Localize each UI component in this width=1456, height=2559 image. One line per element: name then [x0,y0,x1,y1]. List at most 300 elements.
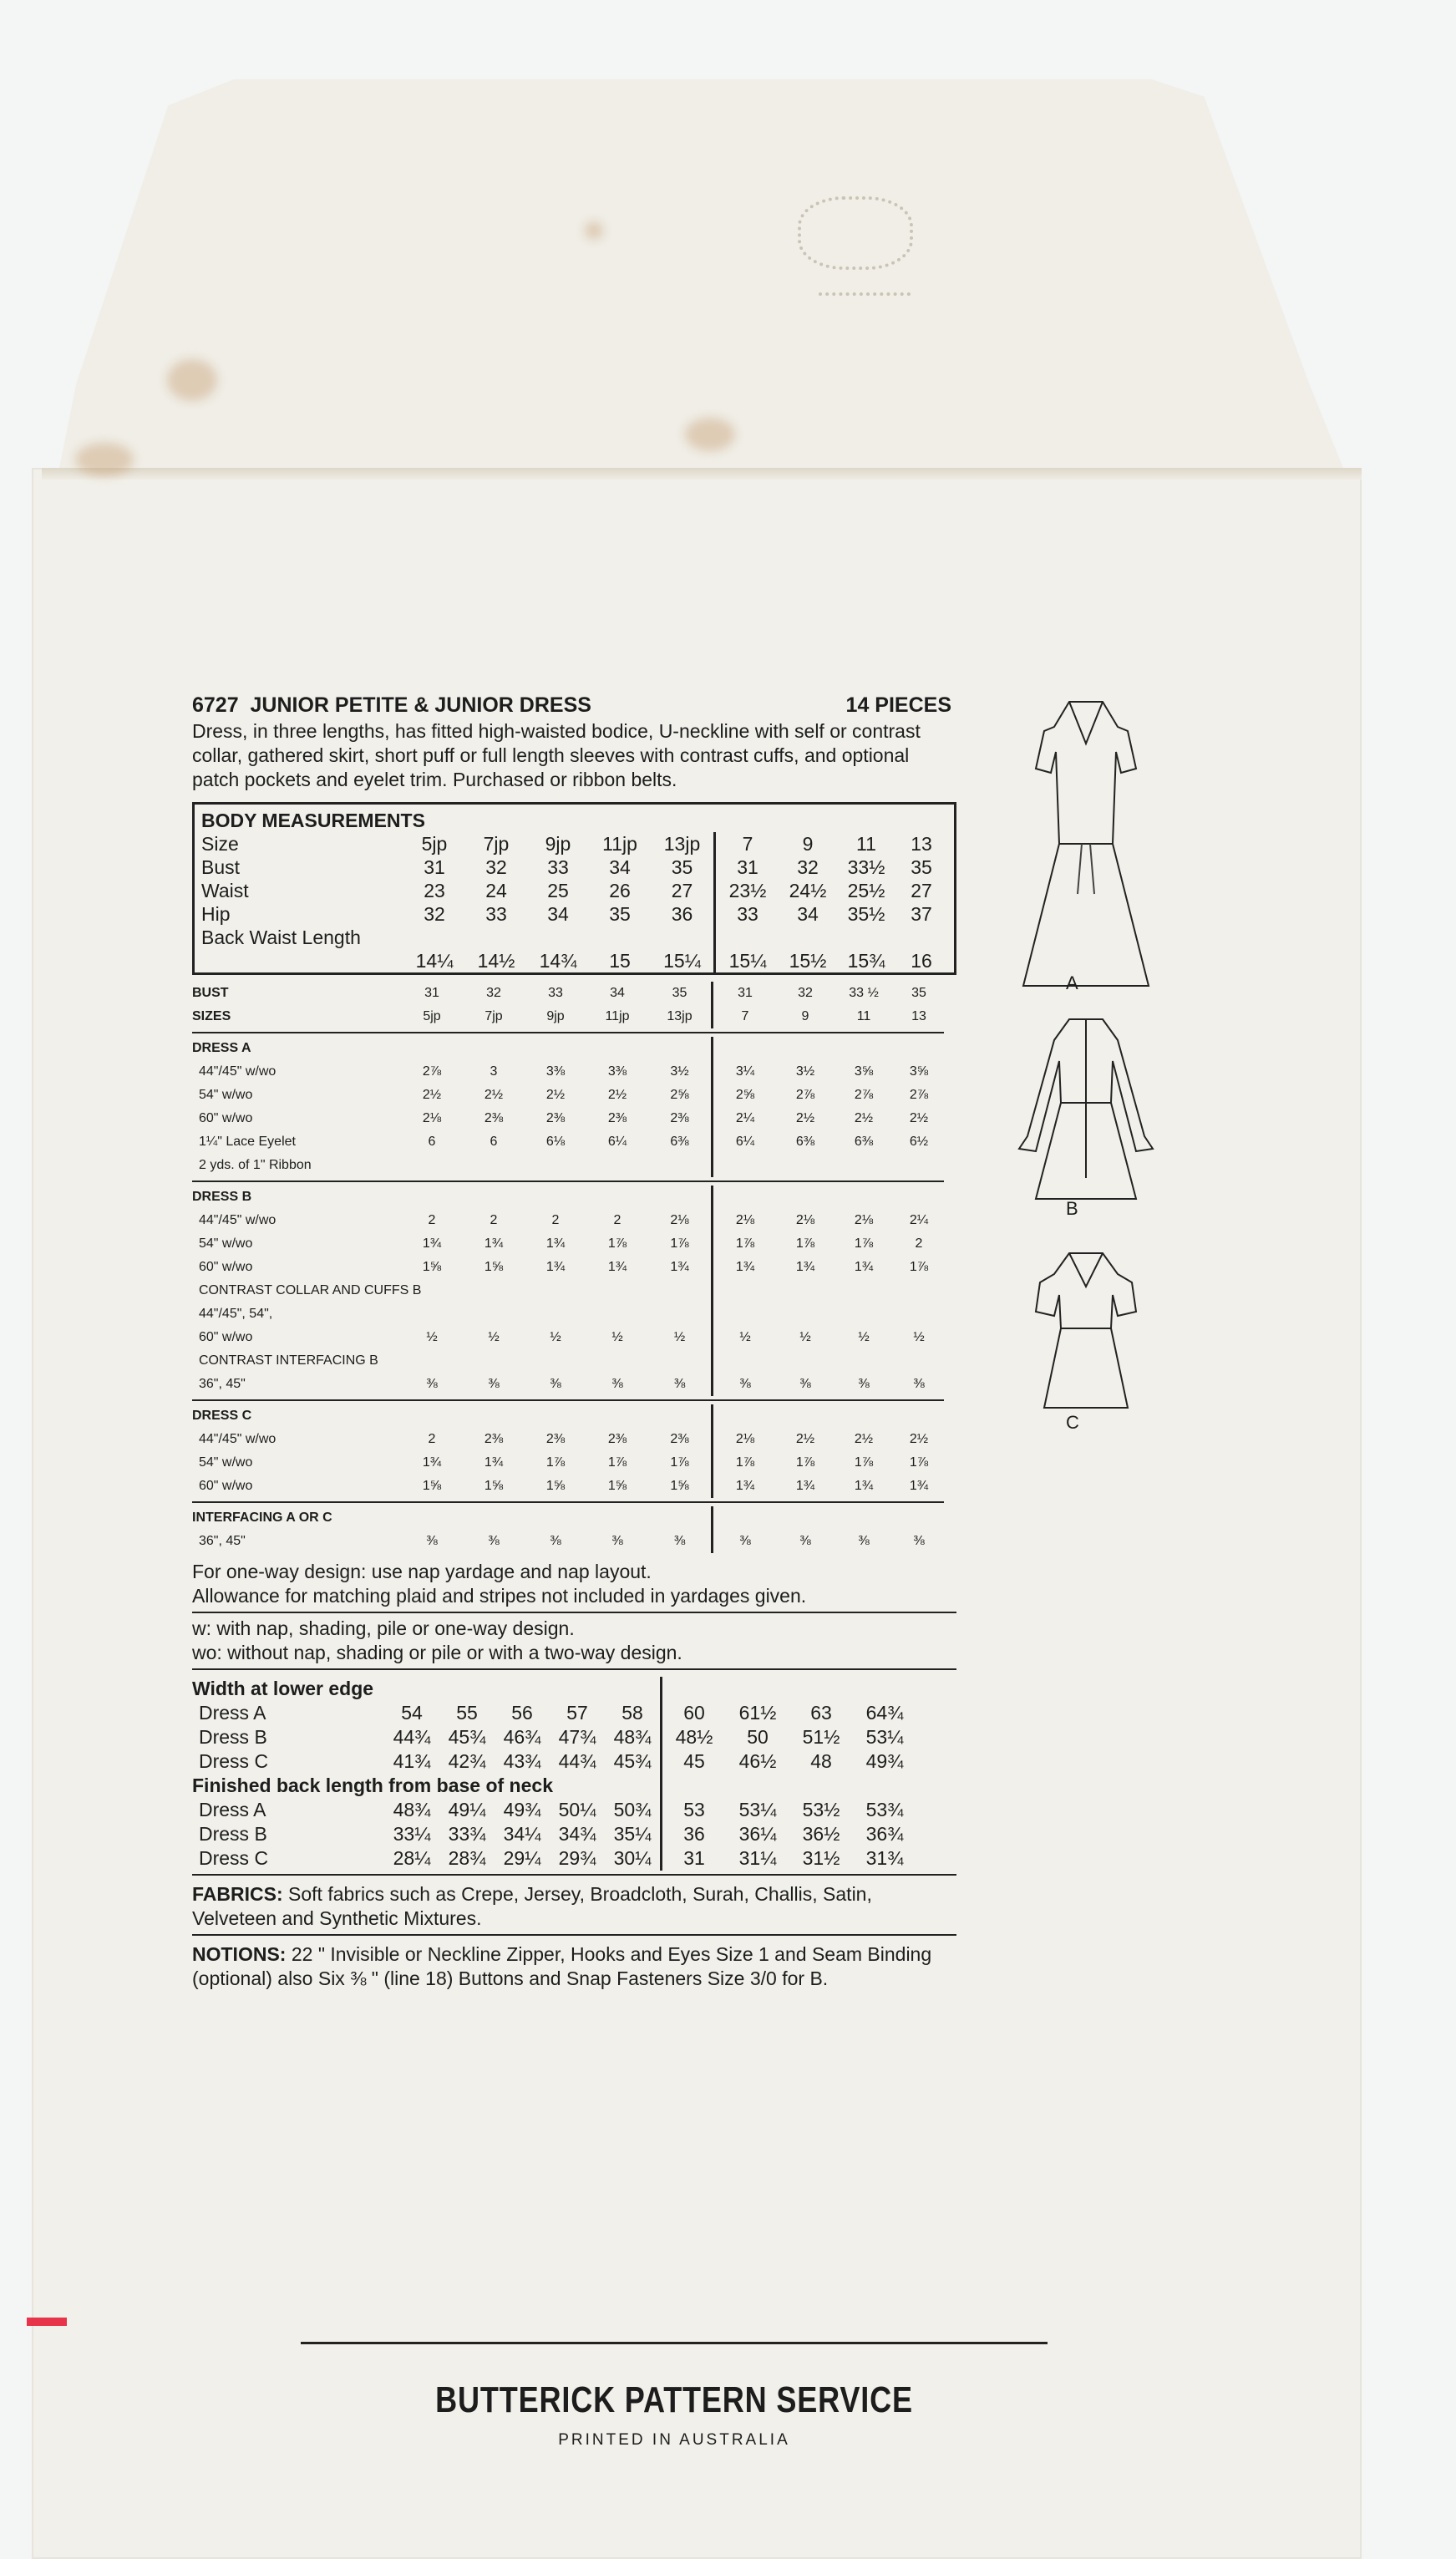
notions-text [192,1942,956,1991]
bust-value: 35 [672,986,687,1000]
measurement-value: 25 [547,880,569,901]
measurement-value: 34 [609,856,631,878]
bust-value: 31 [738,986,753,1000]
yardage-value: ⅜ [673,1377,686,1391]
yardage-label: 54" w/wo [199,1455,253,1470]
yardage-value: 2⅛ [670,1213,689,1227]
width-value: 36 [683,1823,705,1845]
width-value: 61½ [738,1702,777,1724]
width-value: 53¼ [865,1726,904,1748]
yardage-label: 36", 45" [199,1377,246,1391]
yardage-value: ½ [611,1330,623,1344]
yardage-value: 2⅞ [854,1088,874,1102]
yardage-value: 2⅜ [545,1432,566,1446]
yardage-value: 1¾ [795,1479,815,1493]
measurement-value: 14¾ [539,950,577,972]
yardage-value: 2⅞ [795,1088,815,1102]
section-divider [192,1501,944,1503]
column-divider [711,1186,713,1209]
yardage-value: ½ [673,1330,686,1344]
yardage-value: 2⅛ [735,1432,755,1446]
yardage-label: 1¼" Lace Eyelet [199,1135,296,1149]
yardage-value: ⅜ [488,1377,500,1391]
size-value: 13jp [667,1009,692,1023]
yardage-label: 54" w/wo [199,1088,253,1102]
stain [685,418,735,451]
dress-label: Dress B [199,1726,267,1748]
yardage-value: 1¾ [484,1236,504,1251]
yardage-grid [192,982,956,1553]
yardage-label: 44"/45", 54", [199,1307,273,1321]
yardage-value: 1⅞ [545,1455,566,1470]
width-value: 41¾ [393,1750,431,1772]
width-value: 56 [511,1702,533,1724]
width-value: 34¾ [558,1823,596,1845]
width-value: 48½ [675,1726,713,1748]
yardage-value: 1⅞ [735,1455,755,1470]
bust-value: 33 ½ [849,986,879,1000]
dress-label: Dress C [199,1847,269,1869]
yardage-value: 2½ [422,1088,442,1102]
yardage-value: 2½ [545,1088,566,1102]
width-length-grid [192,1677,956,1871]
measurement-value: 35 [911,856,932,878]
yardage-value: 2⅜ [484,1432,504,1446]
measurement-value: 15½ [789,950,827,972]
measurement-label: Hip [201,903,231,925]
size-value: 9jp [546,1009,565,1023]
yardage-value: 2½ [854,1432,874,1446]
width-value: 30¼ [613,1847,652,1869]
divider [192,1612,956,1613]
measurement-value: 34 [797,903,819,925]
yardage-value: ⅜ [611,1534,623,1548]
width-value: 53¼ [738,1799,777,1820]
yardage-value: 1⅝ [422,1260,442,1274]
yardage-value: 1⅞ [854,1236,874,1251]
width-value: 33¾ [448,1823,486,1845]
sketch-label-a: A [1066,972,1078,993]
width-value: 49¼ [448,1799,486,1820]
measurement-value: 31 [737,856,758,878]
width-value: 36¾ [865,1823,904,1845]
yardage-value: 1⅞ [670,1455,689,1470]
one-way-note: For one-way design: use nap yardage and nap layout. [192,1561,652,1582]
size-value: 7jp [484,1009,503,1023]
yardage-value: ⅜ [799,1377,811,1391]
yardage-value: 1⅞ [795,1236,815,1251]
width-value: 44¾ [393,1726,431,1748]
yardage-value: 1⅞ [670,1236,689,1251]
nap-note-w: w: with nap, shading, pile or one-way design. [192,1617,575,1639]
yardage-value: ⅜ [858,1534,870,1548]
dress-a-sketch [1011,693,1161,1003]
yardage-value: 2⅛ [422,1111,442,1125]
yardage-label: 54" w/wo [199,1236,253,1251]
width-value: 51½ [802,1726,840,1748]
yardage-value: 2⅛ [854,1213,874,1227]
footer [301,2342,1048,2450]
measurement-value: 27 [671,880,693,901]
width-value: 42¾ [448,1750,486,1772]
yardage-value: ⅜ [799,1534,811,1548]
yardage-value: ⅜ [913,1534,925,1548]
measurement-value: 7jp [483,833,510,855]
bust-value: 31 [424,986,439,1000]
width-value: 45¾ [448,1726,486,1748]
measurement-value: 13 [911,833,932,855]
width-value: 28¾ [448,1847,486,1869]
measurement-value: 16 [911,950,932,972]
yardage-value: 2½ [607,1088,627,1102]
body-measurements-grid [195,832,954,972]
yardage-value: ⅜ [739,1377,751,1391]
dress-b-sketch [1011,1011,1161,1211]
yardage-value: 1⅞ [735,1236,755,1251]
measurement-value: 34 [547,903,569,925]
stain [167,359,217,401]
yardage-value: ⅜ [488,1534,500,1548]
yardage-value: 2⅞ [909,1088,929,1102]
width-value: 53¾ [865,1799,904,1820]
yardage-value: 1¾ [735,1479,755,1493]
measurement-value: 11 [856,833,876,855]
measurement-value: 15¼ [663,950,701,972]
stain [585,221,603,240]
title-row [192,693,956,718]
yardage-value: 6⅜ [854,1135,874,1149]
section-title: INTERFACING A OR C [192,1511,332,1525]
yardage-value: 1¾ [735,1260,755,1274]
yardage-value: 2⅜ [545,1111,566,1125]
perforation-mark [819,292,911,329]
width-value: 53 [683,1799,705,1820]
perforation-mark [798,196,913,270]
yardage-value: 1⅝ [422,1479,442,1493]
measurement-value: 32 [485,856,507,878]
yardage-value: 2 [490,1213,498,1227]
yardage-value: 2⅜ [607,1111,627,1125]
yardage-value: 1⅝ [670,1479,689,1493]
size-value: 7 [741,1009,749,1023]
yardage-label: 60" w/wo [199,1260,253,1274]
measurement-value: 33 [547,856,569,878]
notions-body: 22 " Invisible or Neckline Zipper, Hooks and Eyes Size 1 and Seam Binding (optional) also Six ⅜ " (line 18) Buttons and Snap Fasteners Size 3/0 for B. [192,1943,932,1989]
bust-value: 34 [610,986,625,1000]
measurement-label: Size [201,833,239,855]
empty-cell [662,1774,916,1798]
yardage-value: 2 [915,1236,923,1251]
measurement-value: 35½ [847,903,885,925]
width-value: 50¼ [558,1799,596,1820]
width-value: 31½ [802,1847,840,1869]
width-value: 49¾ [503,1799,541,1820]
yardage-value: 1¾ [484,1455,504,1470]
yardage-value: 6¼ [735,1135,755,1149]
width-value: 64¾ [865,1702,904,1724]
measurement-value: 5jp [421,833,448,855]
yardage-value: ½ [550,1330,561,1344]
yardage-value: 1⅞ [795,1455,815,1470]
dress-label: Dress A [199,1702,266,1724]
yardage-value: 1¾ [795,1260,815,1274]
width-value: 50¾ [613,1799,652,1820]
measurement-value: 33 [485,903,507,925]
measurement-value: 15¼ [728,950,767,972]
section-divider [192,1399,944,1401]
yardage-value: 1¾ [607,1260,627,1274]
yardage-value: 6⅛ [545,1135,566,1149]
yardage-value: 1¾ [545,1236,566,1251]
measurement-value: 15¾ [847,950,885,972]
yardage-value: 1¾ [854,1479,874,1493]
yardage-value: ⅜ [858,1377,870,1391]
width-value: 49¾ [865,1750,904,1772]
measurement-value: 32 [424,903,445,925]
yardage-value: 6 [490,1135,498,1149]
measurement-value: 32 [797,856,819,878]
width-value: 34¼ [503,1823,541,1845]
yardage-label: CONTRAST COLLAR AND CUFFS B [199,1283,422,1297]
row-label: BUST [192,986,229,1000]
yardage-label: 60" w/wo [199,1479,253,1493]
width-value: 29¾ [558,1847,596,1869]
yardage-label: 44"/45" w/wo [199,1064,276,1079]
measurement-value: 25½ [847,880,885,901]
column-divider [711,1154,713,1177]
divider [192,1934,956,1936]
width-value: 58 [621,1702,643,1724]
column-divider [711,1279,713,1302]
yardage-label: 44"/45" w/wo [199,1213,276,1227]
yardage-value: 2⅜ [670,1432,689,1446]
yardage-value: 3½ [795,1064,815,1079]
measurement-value: 14½ [477,950,515,972]
yardage-value: ⅜ [426,1534,438,1548]
yardage-value: 2½ [909,1432,929,1446]
section-divider [192,1180,944,1182]
yardage-value: 6 [428,1135,436,1149]
yardage-value: 2½ [484,1088,504,1102]
sketch-label-b: B [1066,1198,1078,1219]
measurement-value: 36 [671,903,693,925]
bust-value: 32 [798,986,813,1000]
printed-in: PRINTED IN AUSTRALIA [558,2431,790,2449]
measurement-value: 24½ [789,880,827,901]
yardage-value: 6⅜ [670,1135,689,1149]
length-header: Finished back length from base of neck [192,1775,553,1796]
measurement-value: 11jp [602,833,637,855]
empty-cell [662,1677,916,1701]
width-value: 33¼ [393,1823,431,1845]
yardage-value: 2½ [909,1111,929,1125]
yardage-value: 2⅝ [670,1088,689,1102]
dress-label: Dress B [199,1823,267,1845]
width-value: 48¾ [393,1799,431,1820]
yardage-value: 6⅜ [795,1135,815,1149]
width-value: 46½ [738,1750,777,1772]
yardage-value: 3¼ [735,1064,755,1079]
yardage-value: 3⅜ [607,1064,627,1079]
yardage-value: 1⅞ [607,1455,627,1470]
width-value: 57 [566,1702,588,1724]
yardage-value: 3⅜ [545,1064,566,1079]
pieces-count: 14 PIECES [845,693,951,717]
bust-value: 33 [548,986,563,1000]
yardage-value: 2 [551,1213,560,1227]
yardage-value: 2⅜ [670,1111,689,1125]
measurement-value: 23 [424,880,445,901]
dress-label: Dress C [199,1750,269,1772]
width-value: 54 [401,1702,423,1724]
allowance-note: Allowance for matching plaid and stripes not included in yardages given. [192,1585,807,1607]
body-measurements-header: BODY MEASUREMENTS [201,810,425,831]
width-value: 46¾ [503,1726,541,1748]
width-value: 31¾ [865,1847,904,1869]
yardage-value: ⅜ [739,1534,751,1548]
sketch-label-c: C [1066,1412,1079,1433]
pattern-number: 6727 [192,693,239,717]
yardage-value: 2 [428,1432,436,1446]
yardage-value: 1⅞ [854,1455,874,1470]
column-divider [711,1404,713,1428]
yardage-value: 1¾ [422,1455,442,1470]
yardage-value: ½ [426,1330,438,1344]
yardage-value: 2⅛ [735,1213,755,1227]
yardage-value: 6½ [909,1135,929,1149]
width-header: Width at lower edge [192,1678,374,1699]
measurement-value: 14¼ [415,950,454,972]
yardage-value: 1¾ [545,1260,566,1274]
measurement-value: 24 [485,880,507,901]
measurement-value: 9 [802,833,814,855]
pattern-title: JUNIOR PETITE & JUNIOR DRESS [250,693,591,717]
divider [192,1668,956,1670]
fabrics-label: FABRICS: [192,1883,283,1905]
measurement-value: 33½ [847,856,885,878]
measurement-value: 31 [424,856,445,878]
yardage-value: 2⅛ [795,1213,815,1227]
yardage-value: ½ [913,1330,925,1344]
width-value: 45¾ [613,1750,652,1772]
measurement-value: 37 [911,903,932,925]
dress-label: Dress A [199,1799,266,1820]
yardage-value: 1¾ [422,1236,442,1251]
yardage-value: 1¾ [670,1260,689,1274]
bust-value: 35 [911,986,926,1000]
column-divider [711,1506,713,1530]
width-value: 48¾ [613,1726,652,1748]
yardage-value: ½ [858,1330,870,1344]
measurement-value: 7 [742,833,753,855]
width-value: 45 [683,1750,705,1772]
section-title: DRESS A [192,1041,251,1055]
size-value: 9 [801,1009,809,1023]
yardage-value: 1⅝ [607,1479,627,1493]
yardage-value: 2 [428,1213,436,1227]
divider [192,1874,956,1876]
width-value: 43¾ [503,1750,541,1772]
width-value: 53½ [802,1799,840,1820]
measurement-value: 9jp [545,833,571,855]
width-value: 48 [810,1750,832,1772]
section-title: DRESS B [192,1190,252,1204]
yardage-value: 3 [490,1064,498,1079]
yardage-label: 60" w/wo [199,1330,253,1344]
yardage-label: 60" w/wo [199,1111,253,1125]
fabrics-body: Soft fabrics such as Crepe, Jersey, Broadcloth, Surah, Challis, Satin, Velveteen and Synthetic Mixtures. [192,1883,872,1929]
yardage-value: 1¾ [854,1260,874,1274]
measurement-value: 26 [609,880,631,901]
size-value: 5jp [423,1009,441,1023]
column-divider [711,1349,713,1373]
yardage-value: 3⅝ [909,1064,929,1079]
measurement-label: Waist [201,880,249,901]
yardage-value: ⅜ [673,1534,686,1548]
yardage-value: ⅜ [550,1534,561,1548]
measurement-table [192,802,956,975]
size-value: 13 [911,1009,926,1023]
size-value: 11jp [605,1009,630,1023]
yardage-value: 1⅞ [909,1260,929,1274]
measurement-value: 23½ [728,880,767,901]
width-value: 50 [747,1726,769,1748]
yardage-value: 2¼ [909,1213,929,1227]
width-value: 29¼ [503,1847,541,1869]
width-value: 35¼ [613,1823,652,1845]
width-value: 44¾ [558,1750,596,1772]
yardage-label: CONTRAST INTERFACING B [199,1353,378,1368]
width-value: 47¾ [558,1726,596,1748]
measurement-value: 13jp [663,833,701,855]
yardage-value: ½ [799,1330,811,1344]
yardage-value: 2⅜ [607,1432,627,1446]
red-tab-mark [27,2318,67,2326]
measurement-value: 35 [609,903,631,925]
width-value: 31 [683,1847,705,1869]
yardage-value: 2 [613,1213,621,1227]
yardage-value: 2½ [854,1111,874,1125]
width-value: 28¼ [393,1847,431,1869]
measurement-value: 33 [737,903,758,925]
yardage-value: 6¼ [607,1135,627,1149]
yardage-value: 2½ [795,1432,815,1446]
width-value: 31¼ [738,1847,777,1869]
yardage-value: 2⅞ [422,1064,442,1079]
yardage-value: 2⅝ [735,1088,755,1102]
notions-label: NOTIONS: [192,1943,287,1965]
width-value: 63 [810,1702,832,1724]
bust-value: 32 [486,986,501,1000]
yardage-label: 2 yds. of 1" Ribbon [199,1158,312,1172]
stain [75,443,134,476]
yardage-value: 1⅝ [545,1479,566,1493]
yardage-value: ⅜ [550,1377,561,1391]
yardage-value: 1⅝ [484,1260,504,1274]
column-divider [713,926,716,949]
column-divider [711,1302,713,1326]
measurement-label: Bust [201,856,241,878]
pattern-description: Dress, in three lengths, has fitted high-waisted bodice, U-neckline with self or contrast collar, gathered skirt, short puff or full length sleeves with contrast cuffs, and optional patch pockets and eyelet trim. Purchased or ribbon belts. [192,720,921,790]
yardage-value: ⅜ [611,1377,623,1391]
yardage-label: 44"/45" w/wo [199,1432,276,1446]
yardage-value: 1⅝ [484,1479,504,1493]
width-value: 60 [683,1702,705,1724]
fabrics-text [192,1882,956,1931]
flap-fold [42,468,1362,480]
row-label: SIZES [192,1009,231,1023]
dress-c-sketch [1011,1245,1161,1420]
